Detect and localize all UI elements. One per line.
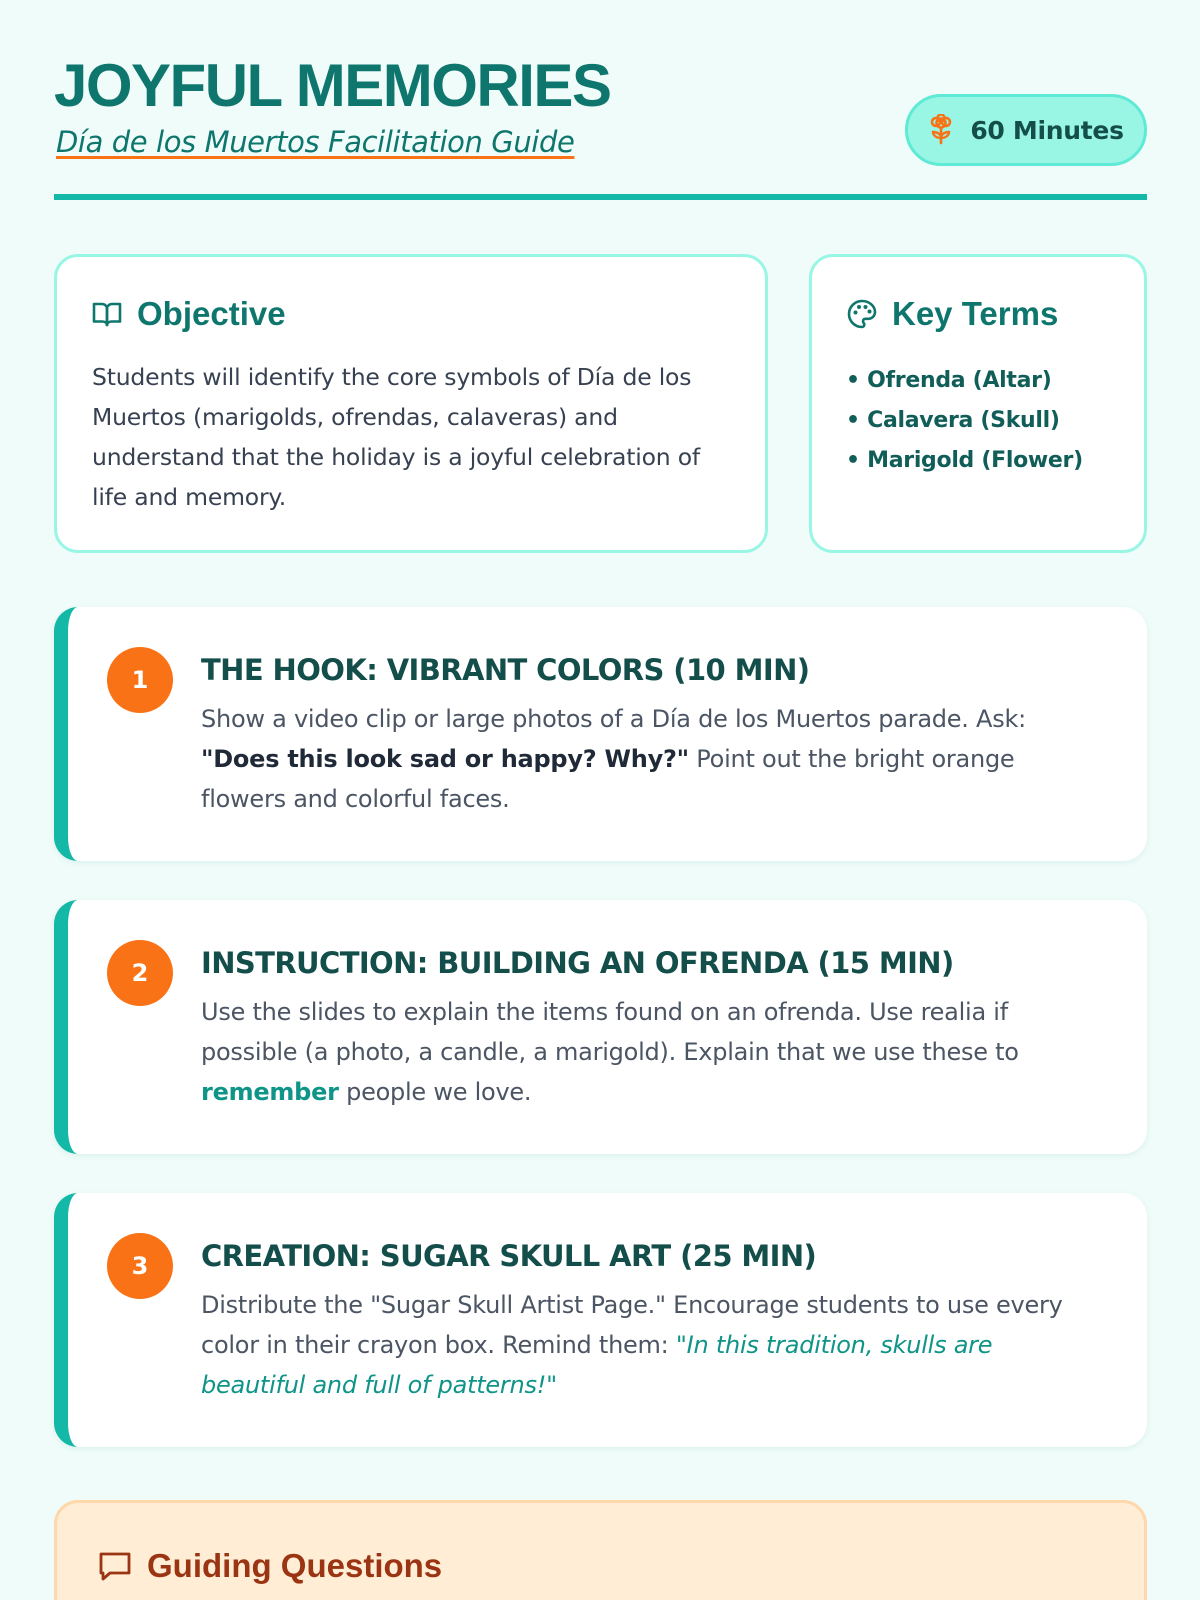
step-text: people we love. <box>338 1078 532 1106</box>
key-term-item: • Calavera (Skull) <box>846 401 1083 441</box>
step-text: Use the slides to explain the items found on an ofrenda. Use realia if possible (a photo, a candle, a marigold). Explain that we use these to <box>201 998 1019 1066</box>
key-terms-list <box>846 361 1083 481</box>
step-question: "Does this look sad or happy? Why?" <box>201 745 689 773</box>
guiding-questions-title: Guiding Questions <box>147 1547 443 1584</box>
objective-title: Objective <box>137 295 286 332</box>
key-terms-title: Key Terms <box>892 295 1059 332</box>
objective-header <box>91 295 286 333</box>
step-description <box>201 992 1101 1112</box>
duration-label: 60 Minutes <box>970 115 1124 145</box>
guiding-questions-card <box>54 1500 1147 1600</box>
step-text: Point out the bright orange flowers and colorful faces. <box>201 745 1015 813</box>
step-keyword: remember <box>201 1078 339 1106</box>
page-subtitle: Día de los Muertos Facilitation Guide <box>56 125 575 159</box>
page-header <box>54 0 1147 200</box>
step-card-creation <box>54 1193 1147 1447</box>
step-title: INSTRUCTION: BUILDING AN OFRENDA (15 MIN) <box>201 946 954 980</box>
key-terms-header <box>846 295 1058 333</box>
lesson-page <box>54 0 1147 1584</box>
key-term-item: • Ofrenda (Altar) <box>846 361 1083 401</box>
step-title: CREATION: SUGAR SKULL ART (25 MIN) <box>201 1239 817 1273</box>
step-description <box>201 699 1101 819</box>
duration-badge <box>905 94 1147 166</box>
step-text: Distribute the "Sugar Skull Artist Page." Encourage students to use every color in their crayon box. Remind them: <box>201 1291 1063 1359</box>
step-card-hook <box>54 607 1147 861</box>
flower-icon <box>928 114 954 146</box>
step-text: Show a video clip or large photos of a Día de los Muertos parade. Ask: <box>201 705 1026 733</box>
step-description <box>201 1285 1101 1405</box>
guiding-questions-header <box>97 1547 442 1585</box>
open-book-icon <box>91 299 123 329</box>
step-number: 2 <box>107 940 173 1006</box>
step-quote: "In this tradition, skulls are beautiful and full of patterns!" <box>201 1331 993 1399</box>
step-number: 3 <box>107 1233 173 1299</box>
key-terms-card <box>809 254 1147 553</box>
objective-card <box>54 254 768 553</box>
key-term-item: • Marigold (Flower) <box>846 441 1083 481</box>
objective-text: Students will identify the core symbols of Día de los Muertos (marigolds, ofrendas, calaveras) and understand that the holiday is a joyful celebration of life and memory. <box>92 363 700 511</box>
step-card-instruction <box>54 900 1147 1154</box>
chat-bubble-icon <box>97 1549 133 1583</box>
step-number: 1 <box>107 647 173 713</box>
palette-icon <box>846 298 878 330</box>
page-title: JOYFUL MEMORIES <box>54 52 611 119</box>
step-title: THE HOOK: VIBRANT COLORS (10 MIN) <box>201 653 810 687</box>
